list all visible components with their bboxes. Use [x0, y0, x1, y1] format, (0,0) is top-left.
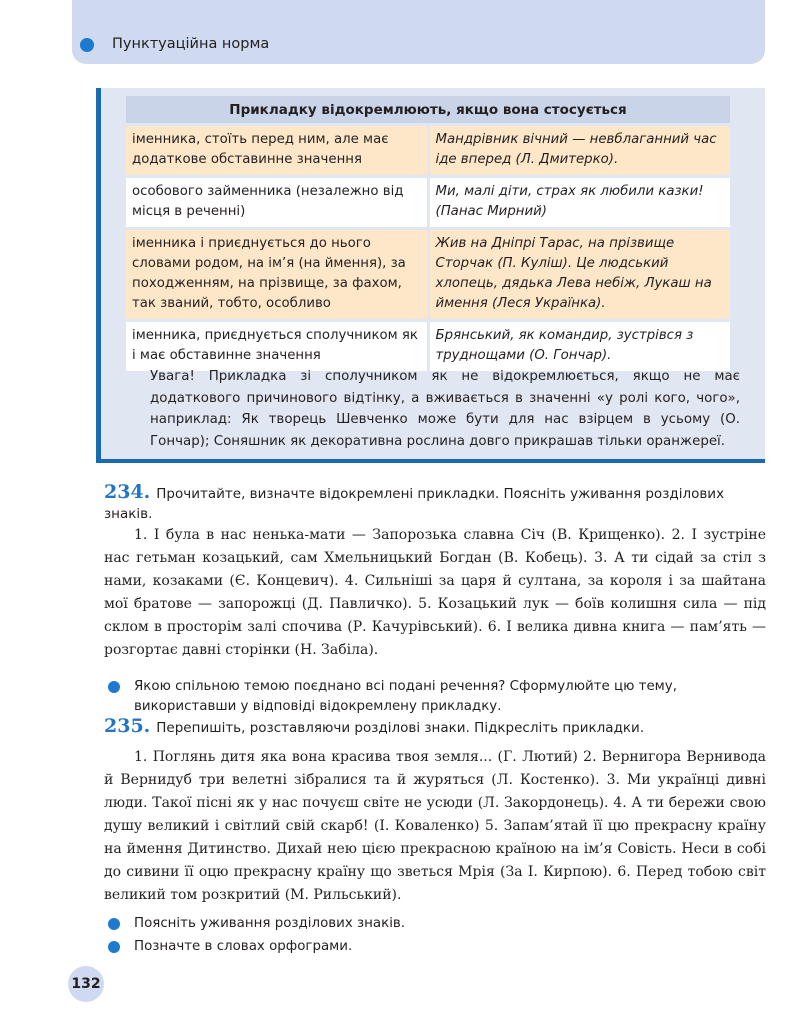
question-text: Позначте в словах орфограми.: [134, 939, 353, 954]
rule-condition: іменника і приєднується до нього словами родом, на ім’я (на ймення), за походженням, на прізвище, за фахом, так званий, тобто, особливо: [126, 230, 427, 319]
exercise-instruction: Перепишіть, розставляючи розділові знаки. Підкресліть прикладки.: [156, 720, 645, 736]
bullet-dot-icon: [80, 38, 94, 52]
exercise-number: 235.: [104, 715, 151, 737]
table-row: [126, 178, 730, 227]
exercise-instruction: Прочитайте, визначте відокремлені прикладки. Поясніть уживання розділових знаків.: [104, 486, 725, 522]
rule-example: Ми, малі діти, страх як любили казки! (Панас Мирний): [430, 178, 731, 227]
exercise-235-task: [104, 716, 766, 738]
exercise-235-question: [104, 937, 766, 957]
table-row: [126, 230, 730, 319]
rule-table: [123, 93, 733, 374]
exercise-235-question: [104, 914, 766, 934]
page-number: 132: [68, 966, 104, 1002]
table-row: [126, 126, 730, 175]
question-text: Якою спільною темою поєднано всі подані речення? Сформулюйте цю тему, використавши у відповіді відокремлену прикладку.: [134, 679, 677, 714]
exercise-234-question: [104, 677, 766, 717]
bullet-dot-icon: [108, 941, 120, 953]
rule-condition: іменника, стоїть перед ним, але має додаткове обставинне значення: [126, 126, 427, 175]
exercise-234-task: [104, 482, 766, 524]
table-heading: Прикладку відокремлюють, якщо вона стосується: [126, 96, 730, 123]
rule-box: [96, 88, 765, 463]
question-text: Поясніть уживання розділових знаків.: [134, 916, 406, 931]
rule-example: Брянський, як командир, зустрівся з труднощами (О. Гончар).: [430, 322, 731, 371]
table-row: [126, 322, 730, 371]
bullet-dot-icon: [108, 681, 120, 693]
bullet-dot-icon: [108, 918, 120, 930]
attention-note: [126, 366, 740, 452]
exercise-234-text: [104, 524, 766, 662]
exercise-235-text: [104, 746, 766, 907]
exercise-number: 234.: [104, 481, 151, 503]
attention-note-text: Увага! Прикладка зі сполучником як не відокремлюється, якщо не має додаткового причинового відтінку, а вживається в значенні «у ролі кого, чого», наприклад: Як творець Шевченко може бути для нас взірцем в усьому (О. Гончар); Соняшник як декоративна рослина довго прикрашав тільки оранжереї.: [150, 369, 740, 449]
exercise-text: 1. Поглянь дитя яка вона красива твоя земля... (Г. Лютий) 2. Вернигора Вернивода й Вернидуб три велетні зібралися та й журяться (Л. Костенко). 3. Ми українці дивні люди. Такої пісні як у нас почуєш світе не усюди (Л. Закордонець). 4. А ти бережи свою душу великий і світлий свій скарб! (І. Коваленко) 5. Запам’ятай її цю прекрасну країну на ймення Дитинство. Дихай нею цією прекрасною країною на ім’я Совість. Неси в собі до сивини її оцю прекрасну країну що зветься Мрія (За І. Кирпою). 6. Перед тобою світ великий том розкритий (М. Рильський).: [104, 749, 766, 903]
rule-condition: іменника, приєднується сполучником як і має обставинне значення: [126, 322, 427, 371]
rule-example: Мандрівник вічний — невблаганний час іде вперед (Л. Дмитерко).: [430, 126, 731, 175]
rule-condition: особового займенника (незалежно від місця в реченні): [126, 178, 427, 227]
rule-example: Жив на Дніпрі Тарас, на прізвище Сторчак (П. Куліш). Це людський хлопець, дядька Лева небіж, Лукаш на ймення (Леся Українка).: [430, 230, 731, 319]
section-header: [72, 0, 765, 64]
exercise-text: 1. І була в нас ненька-мати — Запорозька славна Січ (В. Крищенко). 2. І зустріне нас гетьман козацький, сам Хмельницький Богдан (В. Кобець). 3. А ти сідай за стіл з нами, козаками (Є. Концевич). 4. Сильніші за царя й султана, за короля і за шайтана мої братове — запорожці (Д. Павличко). 5. Козацький лук — боїв колишня сила — під склом в просторім залі спочива (Р. Качурівський). 6. І велика дивна книга — пам’ять — розгортає давні сторінки (Н. Забіла).: [104, 527, 766, 658]
section-title: Пунктуаційна норма: [112, 36, 270, 52]
